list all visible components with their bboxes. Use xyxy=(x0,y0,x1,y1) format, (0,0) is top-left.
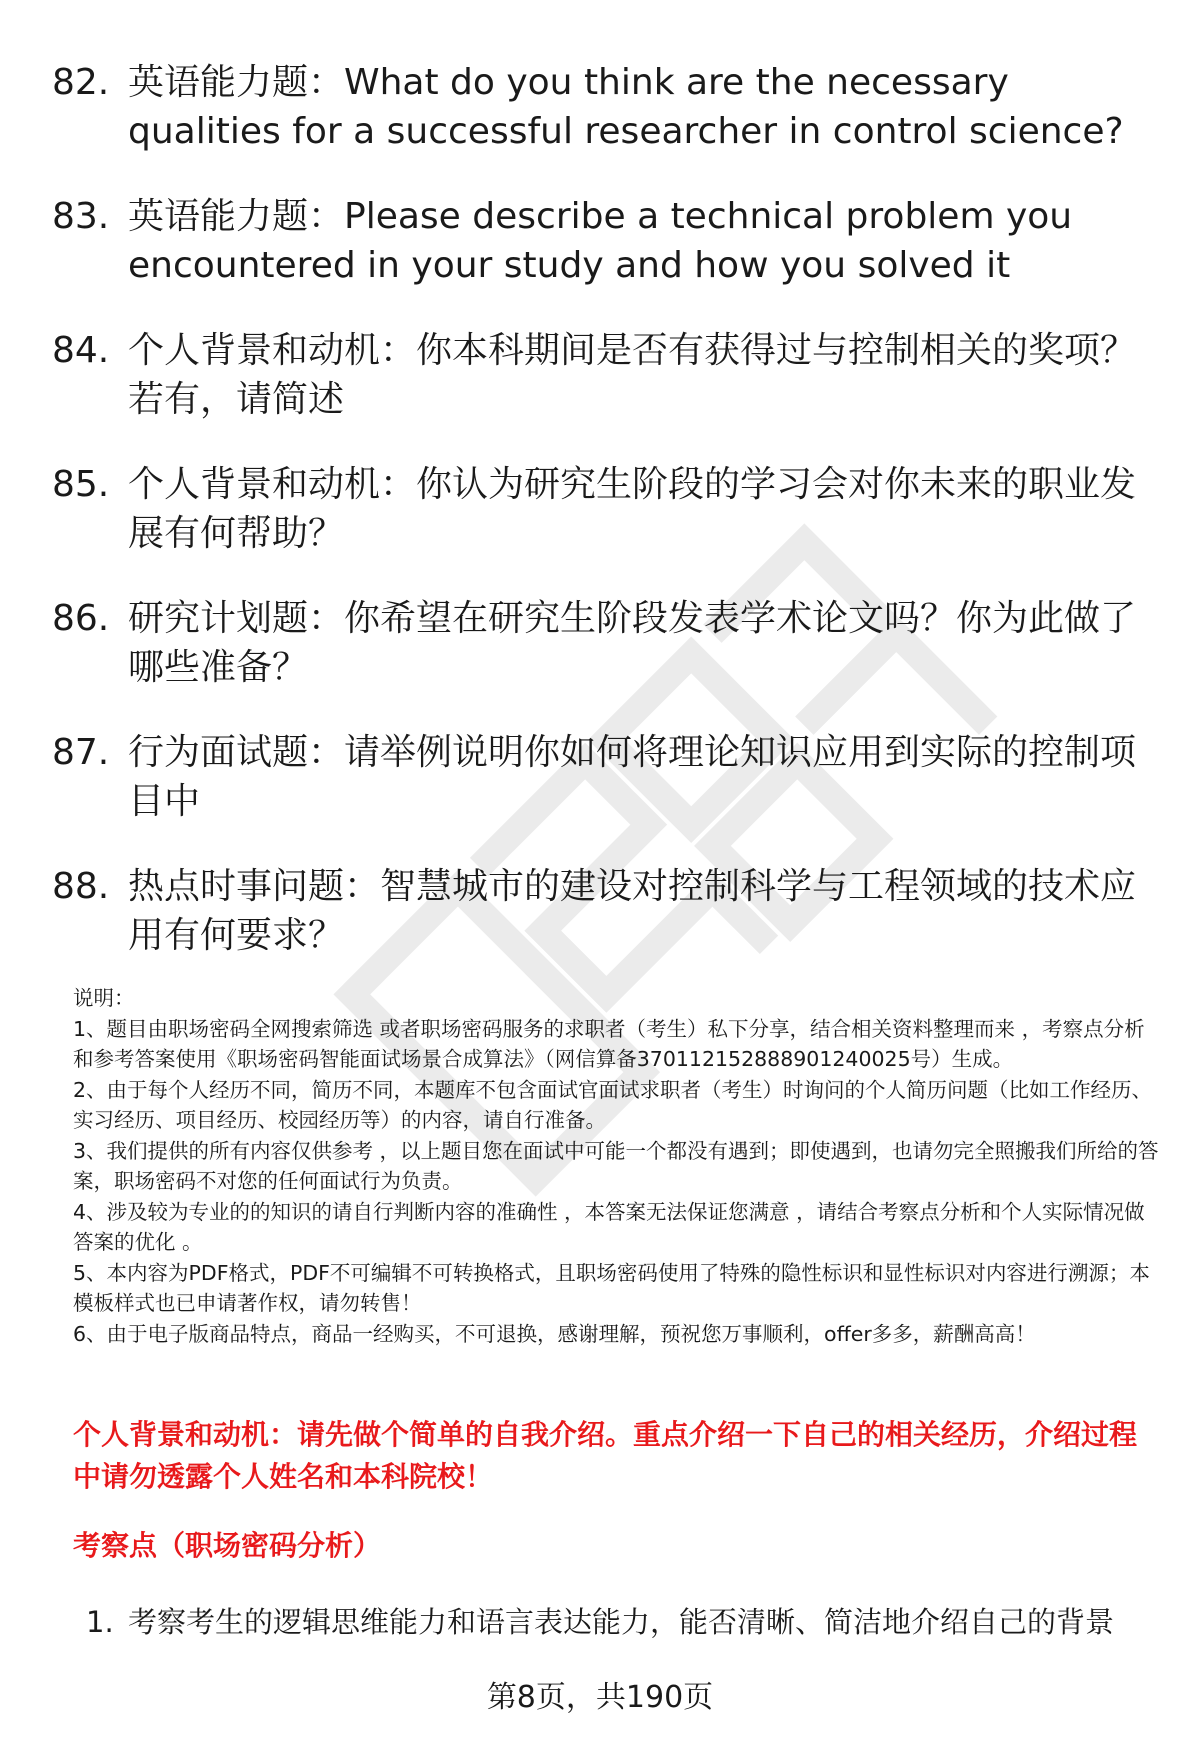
question-item xyxy=(52,192,1162,290)
analysis-point-number: 1. xyxy=(86,1605,114,1639)
question-number: 88. xyxy=(52,866,110,907)
question-number: 86. xyxy=(52,598,110,639)
question-text: 英语能力题：Please describe a technical problem you encountered in your study and how you solved it xyxy=(128,196,1073,286)
note-item: 3、我们提供的所有内容仅供参考 ，以上题目您在面试中可能一个都没有遇到；即使遇到，也请勿完全照搬我们所给的答案，职场密码不对您的任何面试行为负责。 xyxy=(73,1138,1159,1193)
question-item xyxy=(52,58,1162,156)
question-item xyxy=(52,594,1162,692)
note-item: 2、由于每个人经历不同，简历不同，本题库不包含面试官面试求职者（考生）时询问的个人简历问题（比如工作经历、实习经历、项目经历、校园经历等）的内容，请自行准备。 xyxy=(73,1077,1153,1132)
question-list xyxy=(52,58,1162,996)
question-item xyxy=(52,728,1162,826)
note-item: 1、题目由职场密码全网搜索筛选 或者职场密码服务的求职者（考生）私下分享，结合相关资料整理而来 ，考察点分析和参考答案使用《职场密码智能面试场景合成算法》（网信算备370112152888901240025号）生成。 xyxy=(73,1016,1145,1071)
question-text: 研究计划题：你希望在研究生阶段发表学术论文吗？你为此做了哪些准备？ xyxy=(128,598,1137,688)
note-item: 4、涉及较为专业的的知识的请自行判断内容的准确性 ，本答案无法保证您满意 ，请结合考察点分析和个人实际情况做答案的优化 。 xyxy=(73,1199,1145,1254)
analysis-title: 考察点（职场密码分析） xyxy=(73,1529,382,1562)
notes-title: 说明： xyxy=(73,986,135,1010)
featured-question: 个人背景和动机：请先做个简单的自我介绍。重点介绍一下自己的相关经历，介绍过程中请勿透露个人姓名和本科院校！ xyxy=(73,1418,1138,1493)
question-text: 热点时事问题：智慧城市的建设对控制科学与工程领域的技术应用有何要求？ xyxy=(128,866,1137,956)
question-text: 英语能力题：What do you think are the necessary qualities for a successful researcher in control science? xyxy=(128,62,1124,152)
question-item xyxy=(52,862,1162,960)
page-number-footer: 第8页，共190页 xyxy=(486,1680,714,1715)
question-number: 84. xyxy=(52,330,110,371)
question-text: 个人背景和动机：你本科期间是否有获得过与控制相关的奖项？若有，请简述 xyxy=(128,330,1137,420)
question-text: 个人背景和动机：你认为研究生阶段的学习会对你未来的职业发展有何帮助？ xyxy=(128,464,1137,554)
analysis-point xyxy=(86,1600,1166,1644)
question-number: 82. xyxy=(52,62,110,103)
question-number: 85. xyxy=(52,464,110,505)
note-item: 6、由于电子版商品特点，商品一经购买，不可退换，感谢理解，预祝您万事顺利，offer多多，薪酬高高！ xyxy=(73,1321,1036,1346)
note-item: 5、本内容为PDF格式，PDF不可编辑不可转换格式，且职场密码使用了特殊的隐性标识和显性标识对内容进行溯源；本模板样式也已申请著作权，请勿转售！ xyxy=(73,1260,1150,1315)
analysis-point-text: 考察考生的逻辑思维能力和语言表达能力，能否清晰、简洁地介绍自己的背景 xyxy=(128,1605,1115,1639)
notes-section xyxy=(73,983,1163,1349)
question-item xyxy=(52,460,1162,558)
question-item xyxy=(52,326,1162,424)
question-text: 行为面试题：请举例说明你如何将理论知识应用到实际的控制项目中 xyxy=(128,732,1137,822)
question-number: 83. xyxy=(52,196,110,237)
question-number: 87. xyxy=(52,732,110,773)
